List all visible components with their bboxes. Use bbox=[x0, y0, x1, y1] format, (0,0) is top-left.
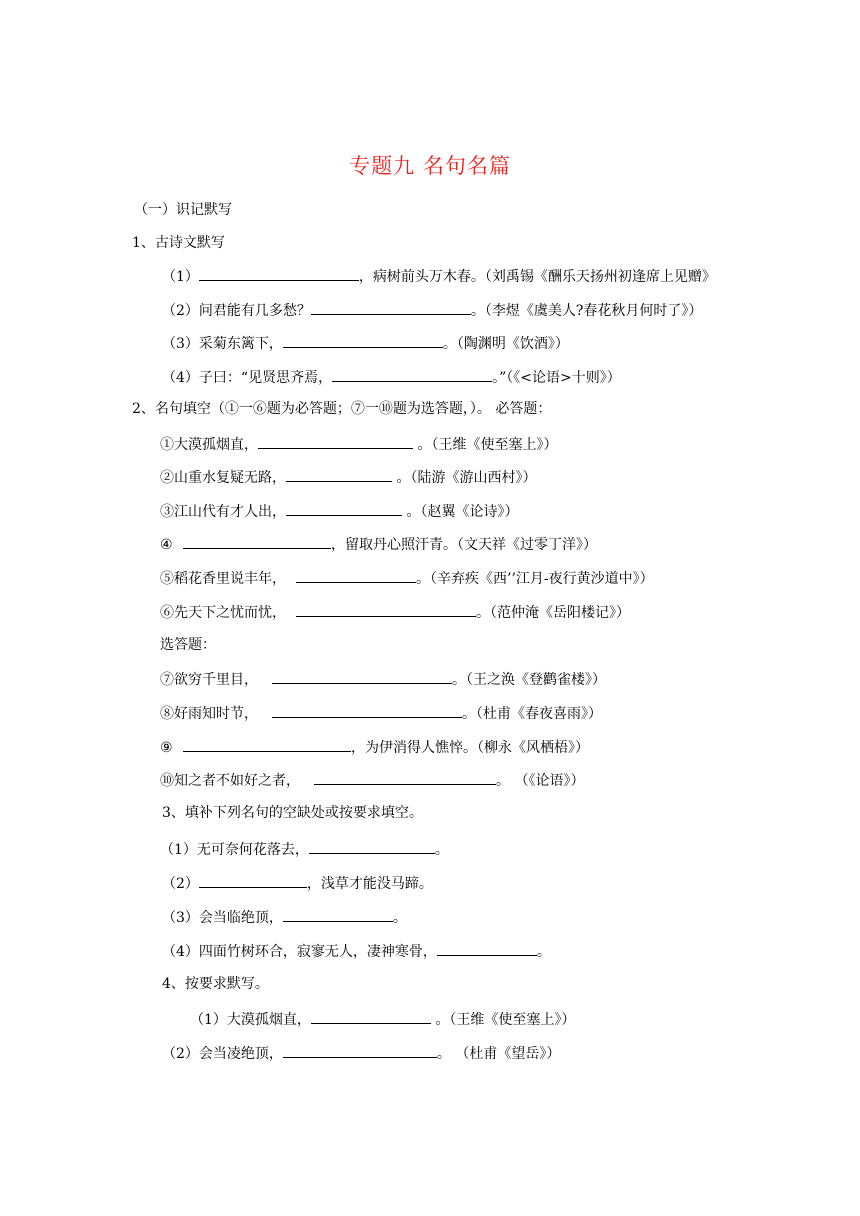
question-2-item bbox=[160, 433, 557, 455]
answer-blank[interactable] bbox=[272, 702, 462, 718]
answer-blank[interactable] bbox=[199, 872, 307, 888]
item-suffix: ，浅草才能没马蹄。 bbox=[306, 876, 433, 892]
item-suffix: 。（李煜《虞美人?春花秋月何时了》） bbox=[470, 303, 703, 319]
item-suffix: 。 bbox=[392, 910, 407, 926]
question-2-heading: 2、名句填空（①一⑥题为必答题；⑦一⑩题为选答题，）。 必答题： bbox=[132, 401, 552, 417]
question-2-optional-item bbox=[160, 736, 589, 758]
question-2-optional-item bbox=[160, 769, 584, 791]
item-suffix: 。”（《<论语>十则》） bbox=[492, 370, 621, 386]
item-prefix: （1） bbox=[162, 269, 199, 285]
answer-blank[interactable] bbox=[311, 1008, 431, 1024]
question-3-item bbox=[162, 940, 551, 962]
item-prefix: （3）会当临绝顶， bbox=[162, 910, 283, 926]
answer-blank[interactable] bbox=[283, 332, 443, 348]
question-1-item bbox=[162, 265, 716, 287]
item-prefix: ⑦欲穷千里目， bbox=[160, 672, 258, 688]
answer-blank[interactable] bbox=[314, 769, 496, 785]
question-3-item bbox=[160, 838, 449, 860]
answer-blank[interactable] bbox=[286, 500, 402, 516]
item-prefix: ①大漠孤烟直， bbox=[160, 437, 258, 453]
item-suffix: ，为伊消得人憔悴。（柳永《风栖梧》） bbox=[351, 740, 590, 756]
question-2-item bbox=[160, 533, 597, 555]
question-4-item bbox=[162, 1042, 560, 1064]
optional-label: 选答题： bbox=[160, 637, 216, 653]
item-suffix: 。（王维《使至塞上》） bbox=[417, 437, 558, 453]
item-prefix: （2）会当凌绝顶， bbox=[162, 1046, 283, 1062]
item-prefix: （2）问君能有几多愁？ bbox=[162, 303, 311, 319]
item-prefix: （2） bbox=[162, 876, 199, 892]
item-suffix: 。（范仲淹《岳阳楼记》） bbox=[476, 605, 630, 621]
item-suffix: 。（赵翼《论诗》） bbox=[406, 504, 519, 520]
item-prefix: （1）无可奈何花落去， bbox=[160, 842, 309, 858]
answer-blank[interactable] bbox=[332, 366, 492, 382]
item-prefix: （4）四面竹树环合，寂寥无人，凄神寒骨， bbox=[162, 944, 437, 960]
question-1-item bbox=[162, 366, 621, 388]
item-suffix: 。 （《论语》） bbox=[496, 773, 585, 789]
item-prefix: ⑥先天下之忧而忧， bbox=[160, 605, 286, 621]
item-suffix: 。（王之涣《登鹳雀楼》） bbox=[452, 672, 606, 688]
answer-blank[interactable] bbox=[309, 838, 435, 854]
item-prefix: ③江山代有才人出， bbox=[160, 504, 286, 520]
item-prefix: （1）大漠孤烟直， bbox=[190, 1012, 311, 1028]
answer-blank[interactable] bbox=[283, 1042, 437, 1058]
item-prefix: ⑨ bbox=[160, 740, 178, 756]
answer-blank[interactable] bbox=[296, 567, 416, 583]
question-4-heading: 4、按要求默写。 bbox=[162, 976, 269, 992]
answer-blank[interactable] bbox=[283, 906, 393, 922]
question-2-item bbox=[160, 466, 536, 488]
question-4-item bbox=[190, 1008, 575, 1030]
item-prefix: ②山重水复疑无路， bbox=[160, 470, 286, 486]
item-prefix: ⑤稻花香里说丰年， bbox=[160, 571, 286, 587]
answer-blank[interactable] bbox=[437, 940, 537, 956]
item-prefix: ⑧好雨知时节， bbox=[160, 706, 258, 722]
question-1-item bbox=[162, 332, 569, 354]
question-2-item bbox=[160, 567, 654, 589]
item-suffix: 。 bbox=[536, 944, 551, 960]
answer-blank[interactable] bbox=[286, 466, 392, 482]
question-2-item bbox=[160, 601, 630, 623]
item-prefix: （4）子曰：“见贤思齐焉， bbox=[162, 370, 333, 386]
item-suffix: ，病树前头万木春。（刘禹锡《酬乐天扬州初逢席上见赠》 bbox=[358, 269, 716, 285]
answer-blank[interactable] bbox=[199, 265, 359, 281]
item-suffix: 。（杜甫《春夜喜雨》） bbox=[462, 706, 602, 722]
section-heading: （一）识记默写 bbox=[134, 202, 232, 218]
item-suffix: 。 bbox=[434, 842, 449, 858]
answer-blank[interactable] bbox=[183, 533, 331, 549]
question-2-item bbox=[160, 500, 518, 522]
item-suffix: ，留取丹心照汗青。（文天祥《过零丁洋》） bbox=[331, 537, 598, 553]
item-suffix: 。（王维《使至塞上》） bbox=[430, 1012, 576, 1028]
item-suffix: 。 （杜甫《望岳》） bbox=[436, 1046, 561, 1062]
answer-blank[interactable] bbox=[311, 299, 471, 315]
item-suffix: 。（陆游《游山西村》） bbox=[396, 470, 537, 486]
item-suffix: 。（陶渊明《饮酒》） bbox=[442, 336, 569, 352]
item-prefix: （3）采菊东篱下， bbox=[162, 336, 283, 352]
item-prefix: ⑩知之者不如好之者， bbox=[160, 773, 300, 789]
item-prefix: ④ bbox=[160, 537, 178, 553]
question-1-item bbox=[162, 299, 702, 321]
answer-blank[interactable] bbox=[272, 668, 452, 684]
item-suffix: 。（辛弃疾《西’’江月-夜行黄沙道中》） bbox=[416, 571, 654, 587]
question-3-item bbox=[162, 872, 433, 894]
question-2-optional-item bbox=[160, 702, 602, 724]
answer-blank[interactable] bbox=[296, 601, 476, 617]
page-title: 专题九 名句名篇 bbox=[349, 154, 511, 178]
answer-blank[interactable] bbox=[183, 736, 351, 752]
answer-blank[interactable] bbox=[258, 433, 413, 449]
question-3-heading: 3、填补下列名句的空缺处或按要求填空。 bbox=[162, 805, 423, 821]
question-1-heading: 1、古诗文默写 bbox=[132, 235, 225, 251]
question-2-optional-item bbox=[160, 668, 606, 690]
question-3-item bbox=[162, 906, 407, 928]
